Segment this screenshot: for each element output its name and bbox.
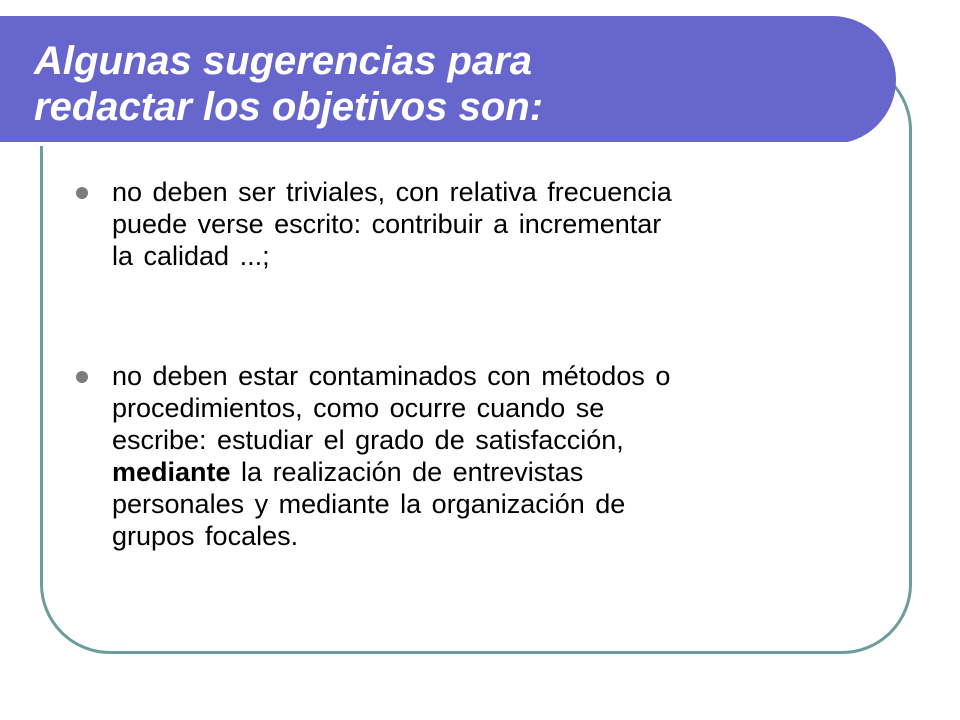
bullet-1-line-3: la calidad ...; — [112, 241, 270, 271]
title-underline — [0, 142, 848, 146]
bullet-item-1 — [112, 176, 872, 272]
bullet-dot-icon — [76, 371, 88, 383]
bullet-2-line-4 — [112, 456, 872, 488]
bullet-item-2 — [112, 360, 872, 552]
bullet-2-line-6: grupos focales. — [112, 521, 299, 551]
content-frame — [40, 60, 912, 654]
bullet-dot-icon — [76, 187, 88, 199]
bullet-1-line-2: puede verse escrito: contribuir a incrementar — [112, 209, 662, 239]
emphasized-word: mediante — [112, 457, 231, 487]
bullet-2-line-3: escribe: estudiar el grado de satisfacción, — [112, 425, 624, 455]
bullet-2-line-2: procedimientos, como ocurre cuando se — [112, 393, 605, 423]
title-line-1: Algunas sugerencias para — [34, 39, 532, 83]
title-banner — [0, 16, 896, 144]
bullet-2-line-5: personales y mediante la organización de — [112, 489, 626, 519]
bullet-1-line-1: no deben ser triviales, con relativa frecuencia — [112, 177, 672, 207]
title-line-2: redactar los objetivos son: — [34, 85, 544, 129]
bullet-2-line-1: no deben estar contaminados con métodos o — [112, 361, 671, 391]
bullet-2-line-4-rest: la realización de entrevistas — [230, 457, 584, 487]
slide-title — [34, 38, 543, 130]
